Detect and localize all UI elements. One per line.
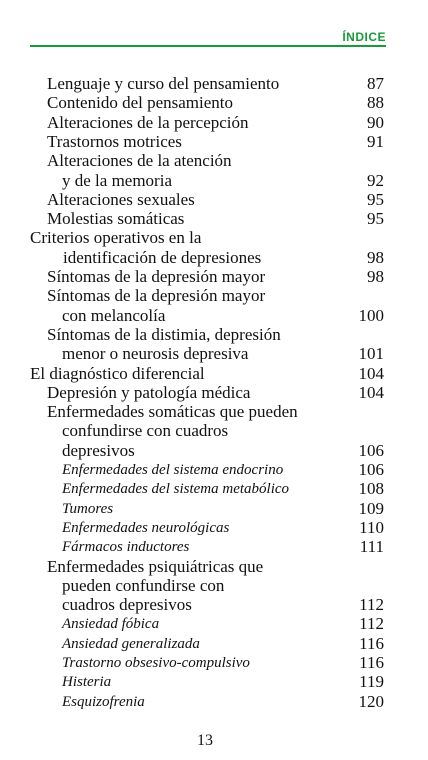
toc-entry-title: Síntomas de la depresión mayor [47,286,266,306]
toc-entry-title: Síntomas de la distimia, depresión [47,324,281,344]
toc-entry-title: Enfermedades psiquiátricas que [47,556,264,576]
toc-entry-page: 112 [359,614,384,634]
toc-entry-title: Enfermedades del sistema metabólico [62,481,290,498]
toc-entry-page: 110 [359,517,384,537]
toc-entry-page: 104 [358,382,384,402]
toc-entry-title: Alteraciones de la atención [47,151,232,171]
toc-entry-page: 112 [359,595,384,615]
toc-entry-page: 87 [367,74,384,93]
toc-entry-title: Lenguaje y curso del pensamiento [47,74,280,93]
page-header-label: ÍNDICE [342,30,386,44]
toc-entry-title: menor o neurosis depresiva [62,344,249,364]
toc-entry-page: 106 [358,440,384,460]
toc-entry-title: Histeria [62,674,112,691]
toc-entry-title: Molestias somáticas [47,209,185,229]
toc-entry-page: 111 [359,537,384,557]
toc-entry-title: Enfermedades neurológicas [62,519,230,536]
toc-entry-title: cuadros depresivos [62,595,192,615]
toc-entry-title: identificación de depresiones [63,247,262,267]
toc-entry-title: Ansiedad fóbica [62,616,160,633]
toc-entry-title: confundirse con cuadros [62,421,229,441]
toc-entry-title: Ansiedad generalizada [62,635,200,652]
toc-entry-page: 116 [359,653,384,672]
toc-entry-page: 108 [358,479,384,499]
toc-entry-title: y de la memoria [62,170,172,190]
toc-entry-page: 109 [358,498,384,518]
toc-entry-title: Criterios operativos en la [30,228,202,248]
toc-entry-page: 91 [367,131,384,151]
toc-entry-title: Trastorno obsesivo-compulsivo [62,655,250,671]
toc-entry-page: 101 [358,344,384,364]
toc-entry-page: 95 [367,209,384,229]
toc-entry-page: 120 [358,691,384,711]
toc-entry-page: 90 [367,112,384,132]
toc-entry-page: 98 [367,247,384,267]
toc-entry-title: Fármacos inductores [62,539,190,556]
toc-entry-page: 104 [358,363,384,383]
toc-entry-page: 98 [367,267,384,286]
toc-entry-title: con melancolía [62,305,166,325]
header-rule [30,45,386,47]
toc-entry-title: Depresión y patología médica [47,382,251,402]
toc-entry-page: 92 [367,170,384,190]
toc-entry-page: 88 [367,93,384,113]
toc-entry-title: Alteraciones de la percepción [47,112,249,132]
toc-entry-title: pueden confundirse con [62,575,225,595]
toc-entry-title: El diagnóstico diferencial [30,363,205,383]
toc-entry-title: Síntomas de la depresión mayor [47,267,266,286]
toc-entry-page: 95 [367,189,384,209]
toc-entry-title: Contenido del pensamiento [47,93,234,113]
toc-entry-title: Enfermedades del sistema endocrino [62,462,284,478]
toc-entry-page: 106 [358,460,384,479]
toc-entry-title: depresivos [62,440,135,460]
page-number: 13 [197,732,213,749]
toc-entry-page: 119 [359,672,384,692]
toc-entry-title: Tumores [62,500,114,517]
toc-entry-page: 100 [358,305,384,325]
toc-entry-title: Trastornos motrices [47,131,182,151]
toc-entry-page: 116 [359,633,384,653]
toc-entry-title: Alteraciones sexuales [47,189,195,209]
toc-entry-title: Enfermedades somáticas que pueden [47,402,298,422]
toc-entry-title: Esquizofrenia [62,693,145,710]
